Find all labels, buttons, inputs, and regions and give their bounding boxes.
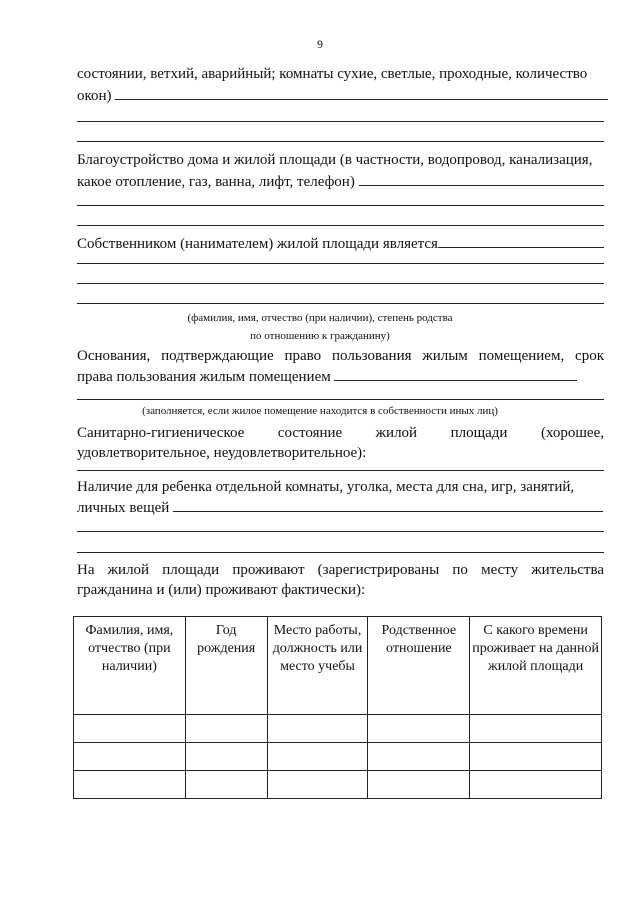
grounds-label: права пользования жилым помещением [77,369,331,385]
table-row [74,715,602,743]
amenities-label: какое отопление, газ, ванна, лифт, телефон) [77,174,355,190]
sanitary-input[interactable] [77,470,604,471]
amenities-field-row [77,171,604,193]
table-header-row [74,617,602,715]
windows-input[interactable] [115,85,253,100]
child-room-input-continued[interactable] [399,497,603,512]
table-cell[interactable] [368,771,470,799]
windows-label: окон) [77,88,112,104]
table-row [74,771,602,799]
table-cell[interactable] [74,715,186,743]
blank-line[interactable] [77,263,604,264]
blank-line[interactable] [77,531,604,532]
blank-line[interactable] [77,552,604,553]
blank-line[interactable] [77,141,604,142]
residents-text: На жилой площади проживают (зарегистрированы по месту жительства [77,562,604,578]
blank-line[interactable] [77,283,604,284]
table-cell[interactable] [267,771,368,799]
table-cell[interactable] [470,771,602,799]
blank-line[interactable] [77,399,604,400]
grounds-input[interactable] [334,366,577,381]
table-cell[interactable] [267,715,368,743]
table-cell[interactable] [74,743,186,771]
blank-line[interactable] [77,225,604,226]
table-row [74,743,602,771]
page-number: 9 [317,37,323,51]
grounds-field-row [77,366,577,388]
table-cell[interactable] [368,715,470,743]
grounds-note: (заполняется, если жилое помещение находится в собственности иных лиц) [142,405,498,417]
sanitary-text-line2: удовлетворительное, неудовлетворительное): [77,445,367,461]
column-header-since-when: С какого времени проживает на данной жилой площади [470,617,602,715]
table-cell[interactable] [470,743,602,771]
child-room-label: личных вещей [77,500,170,516]
amenities-input[interactable] [359,171,604,186]
blank-line[interactable] [77,303,604,304]
table-cell[interactable] [185,715,267,743]
owner-note-line2: по отношению к гражданину) [250,330,390,342]
table-cell[interactable] [185,771,267,799]
windows-field-row [77,85,608,107]
residents-text-line2: гражданина и (или) проживают фактически): [77,582,366,598]
child-room-input[interactable] [173,497,399,512]
owner-input[interactable] [438,233,604,248]
table-cell[interactable] [185,743,267,771]
table-cell[interactable] [368,743,470,771]
amenities-text: Благоустройство дома и жилой площади (в частности, водопровод, канализация, [77,152,593,168]
grounds-text: Основания, подтверждающие право пользования жилым помещением, срок [77,348,604,364]
sanitary-text: Санитарно-гигиеническое состояние жилой площади (хорошее, [77,425,604,441]
child-room-field-row [77,497,603,519]
housing-state-text: состоянии, ветхий, аварийный; комнаты сухие, светлые, проходные, количество [77,66,588,82]
table-cell[interactable] [470,715,602,743]
table-cell[interactable] [267,743,368,771]
column-header-name: Фамилия, имя, отчество (при наличии) [74,617,186,715]
owner-note-line1: (фамилия, имя, отчество (при наличии), степень родства [187,312,453,324]
owner-field-row [77,233,604,255]
residents-table [73,616,602,799]
column-header-relation: Родственное отношение [368,617,470,715]
child-room-text: Наличие для ребенка отдельной комнаты, уголка, места для сна, игр, занятий, [77,479,575,495]
blank-line[interactable] [77,205,604,206]
blank-line[interactable] [77,121,604,122]
table-cell[interactable] [74,771,186,799]
column-header-workplace: Место работы, должность или место учебы [267,617,368,715]
column-header-birth-year: Год рождения [185,617,267,715]
windows-input-continued[interactable] [253,85,608,100]
owner-label: Собственником (нанимателем) жилой площади является [77,236,438,252]
